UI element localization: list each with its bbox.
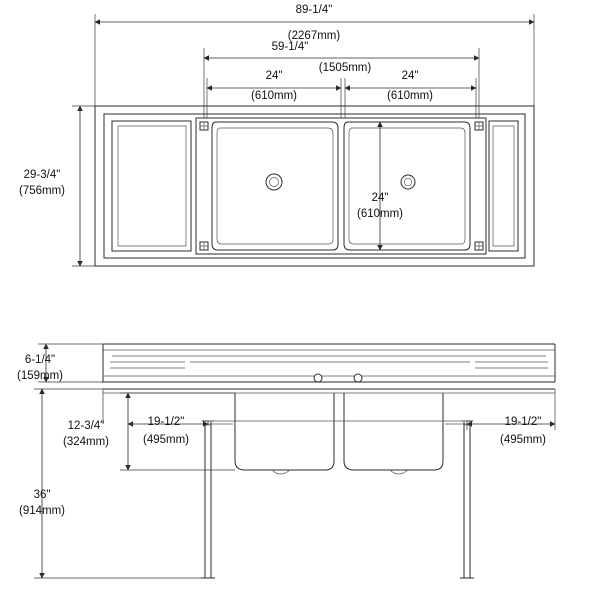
plan-overall-depth-label-imperial: 29-3/4" bbox=[23, 169, 61, 182]
elevation-frame-rails bbox=[208, 421, 467, 424]
elevation-backsplash-label-imperial: 6-1/4" bbox=[24, 354, 56, 367]
elevation-overall-height-label-imperial: 36" bbox=[33, 489, 51, 502]
plan-overall-depth-dimension bbox=[19, 106, 95, 266]
plan-overall-width-label-metric: (2267mm) bbox=[287, 30, 341, 43]
elevation-right-bowl bbox=[344, 393, 443, 474]
elevation-drainboard-lines bbox=[110, 362, 548, 368]
plan-overall-depth-label-metric: (756mm) bbox=[18, 185, 66, 198]
plan-inner-width-label-metric: (1505mm) bbox=[318, 62, 372, 75]
plan-right-bowl-width-label-metric: (610mm) bbox=[386, 90, 434, 103]
elevation-left-bowl bbox=[235, 393, 334, 474]
plan-bowl-depth-label-metric: (610mm) bbox=[356, 208, 404, 221]
plan-overall-width-label-imperial: 89-1/4" bbox=[295, 4, 333, 17]
plan-bowl-depth-label-imperial: 24" bbox=[371, 192, 389, 205]
elevation-right-leg-offset-dimension bbox=[467, 389, 555, 446]
elevation-deck bbox=[103, 374, 555, 393]
elevation-bowl-depth-label-metric: (324mm) bbox=[62, 436, 110, 449]
plan-view-group bbox=[19, 4, 534, 266]
elevation-overall-height-label-metric: (914mm) bbox=[18, 505, 66, 518]
elevation-backsplash-label-metric: (159mm) bbox=[16, 370, 64, 383]
elevation-left-leg-offset-label-metric: (495mm) bbox=[142, 434, 190, 447]
elevation-bowl-depth-label-imperial: 12-3/4" bbox=[67, 420, 105, 433]
plan-left-bowl-width-label-metric: (610mm) bbox=[250, 90, 298, 103]
elevation-backsplash bbox=[103, 344, 555, 382]
elevation-backsplash-height-dimension bbox=[17, 344, 103, 382]
elevation-bowl-depth-dimension bbox=[63, 393, 235, 470]
plan-right-bowl-width-label-imperial: 24" bbox=[401, 70, 419, 83]
elevation-left-leg-offset-dimension bbox=[103, 389, 208, 446]
elevation-right-leg-offset-label-metric: (495mm) bbox=[499, 434, 547, 447]
elevation-right-leg-offset-label-imperial: 19-1/2" bbox=[504, 416, 542, 429]
elevation-left-leg-offset-label-imperial: 19-1/2" bbox=[147, 416, 185, 429]
plan-overall-width-dimension bbox=[95, 4, 534, 106]
elevation-left-leg bbox=[201, 421, 215, 578]
plan-left-bowl-width-label-imperial: 24" bbox=[265, 70, 283, 83]
elevation-right-leg bbox=[460, 421, 474, 578]
plan-sink-outline bbox=[95, 106, 534, 266]
plan-inner-width-label-imperial: 59-1/4" bbox=[271, 41, 309, 54]
elevation-view-group bbox=[17, 344, 555, 578]
